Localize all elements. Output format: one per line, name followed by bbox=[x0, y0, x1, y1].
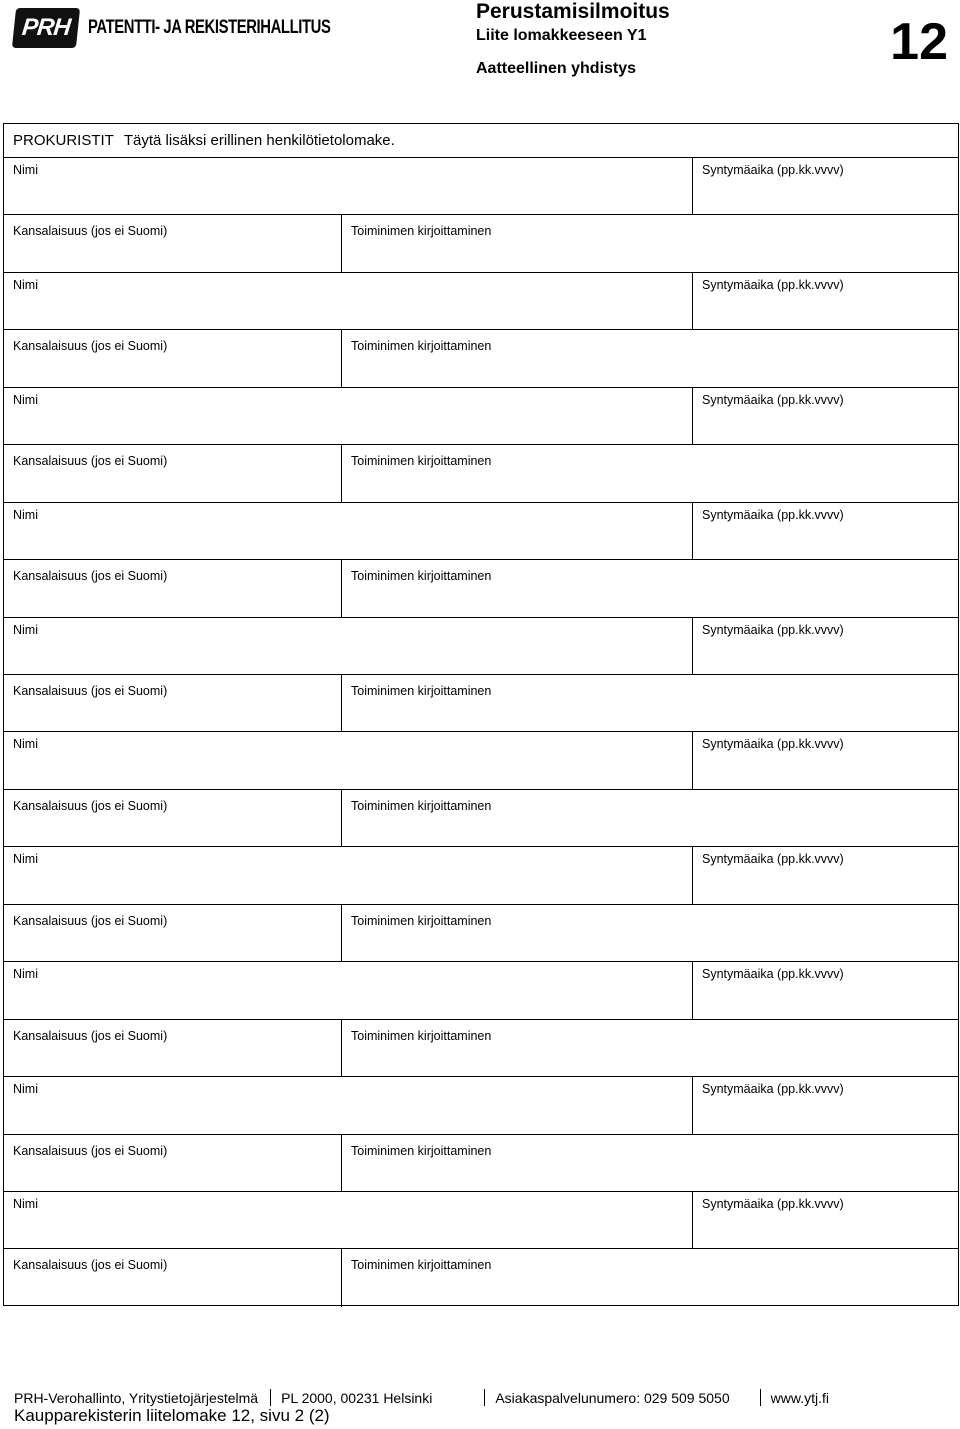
nationality-field[interactable] bbox=[4, 790, 342, 846]
entry-row-name bbox=[4, 388, 958, 445]
section-header bbox=[4, 124, 958, 158]
name-field[interactable] bbox=[4, 273, 693, 329]
signing-authority-label: Toiminimen kirjoittaminen bbox=[351, 1143, 492, 1158]
name-label: Nimi bbox=[13, 1197, 38, 1212]
birthdate-field[interactable] bbox=[693, 273, 958, 329]
procurator-entry bbox=[4, 618, 958, 733]
signing-authority-label: Toiminimen kirjoittaminen bbox=[351, 224, 492, 239]
footer-separator bbox=[270, 1389, 271, 1406]
entry-row-name bbox=[4, 158, 958, 215]
procurator-entry bbox=[4, 1077, 958, 1192]
nationality-label: Kansalaisuus (jos ei Suomi) bbox=[13, 569, 168, 584]
signing-authority-field[interactable] bbox=[342, 1135, 958, 1191]
birthdate-label: Syntymäaika (pp.kk.vvvv) bbox=[702, 392, 844, 407]
birthdate-label: Syntymäaika (pp.kk.vvvv) bbox=[702, 967, 844, 982]
name-field[interactable] bbox=[4, 388, 693, 444]
entry-row-name bbox=[4, 962, 958, 1019]
nationality-label: Kansalaisuus (jos ei Suomi) bbox=[13, 1143, 168, 1158]
procurators-form bbox=[3, 123, 959, 1306]
birthdate-field[interactable] bbox=[693, 732, 958, 788]
name-label: Nimi bbox=[13, 737, 38, 752]
name-label: Nimi bbox=[13, 392, 38, 407]
birthdate-label: Syntymäaika (pp.kk.vvvv) bbox=[702, 507, 844, 522]
birthdate-field[interactable] bbox=[693, 1192, 958, 1248]
signing-authority-label: Toiminimen kirjoittaminen bbox=[351, 1028, 492, 1043]
name-label: Nimi bbox=[13, 967, 38, 982]
signing-authority-field[interactable] bbox=[342, 675, 958, 731]
footer-separator bbox=[484, 1389, 485, 1406]
entries-list bbox=[4, 158, 958, 1307]
name-field[interactable] bbox=[4, 962, 693, 1018]
name-label: Nimi bbox=[13, 1082, 38, 1097]
footer-contact-line bbox=[14, 1389, 944, 1406]
nationality-field[interactable] bbox=[4, 1249, 342, 1306]
name-field[interactable] bbox=[4, 732, 693, 788]
signing-authority-label: Toiminimen kirjoittaminen bbox=[351, 339, 492, 354]
nationality-field[interactable] bbox=[4, 1135, 342, 1191]
signing-authority-field[interactable] bbox=[342, 905, 958, 961]
nationality-field[interactable] bbox=[4, 560, 342, 616]
name-field[interactable] bbox=[4, 158, 693, 214]
entry-row-details bbox=[4, 675, 958, 732]
prh-logo bbox=[14, 6, 399, 50]
birthdate-label: Syntymäaika (pp.kk.vvvv) bbox=[702, 163, 844, 177]
nationality-label: Kansalaisuus (jos ei Suomi) bbox=[13, 913, 168, 928]
birthdate-field[interactable] bbox=[693, 962, 958, 1018]
signing-authority-field[interactable] bbox=[342, 1249, 958, 1306]
nationality-label: Kansalaisuus (jos ei Suomi) bbox=[13, 454, 168, 469]
entry-row-details bbox=[4, 330, 958, 387]
name-label: Nimi bbox=[13, 852, 38, 867]
name-label: Nimi bbox=[13, 622, 38, 637]
entry-row-name bbox=[4, 847, 958, 904]
signing-authority-label: Toiminimen kirjoittaminen bbox=[351, 798, 492, 813]
name-field[interactable] bbox=[4, 618, 693, 674]
procurator-entry bbox=[4, 962, 958, 1077]
name-label: Nimi bbox=[13, 507, 38, 522]
signing-authority-label: Toiminimen kirjoittaminen bbox=[351, 454, 492, 469]
signing-authority-field[interactable] bbox=[342, 215, 958, 271]
nationality-field[interactable] bbox=[4, 675, 342, 731]
birthdate-field[interactable] bbox=[693, 503, 958, 559]
birthdate-label: Syntymäaika (pp.kk.vvvv) bbox=[702, 852, 844, 867]
nationality-field[interactable] bbox=[4, 1020, 342, 1076]
procurator-entry bbox=[4, 273, 958, 388]
nationality-field[interactable] bbox=[4, 215, 342, 271]
name-field[interactable] bbox=[4, 1192, 693, 1248]
entry-row-name bbox=[4, 732, 958, 789]
signing-authority-label: Toiminimen kirjoittaminen bbox=[351, 684, 492, 698]
entry-row-name bbox=[4, 273, 958, 330]
birthdate-field[interactable] bbox=[693, 1077, 958, 1133]
birthdate-field[interactable] bbox=[693, 618, 958, 674]
name-label: Nimi bbox=[13, 163, 38, 177]
birthdate-label: Syntymäaika (pp.kk.vvvv) bbox=[702, 622, 844, 637]
nationality-label: Kansalaisuus (jos ei Suomi) bbox=[13, 339, 168, 354]
nationality-label: Kansalaisuus (jos ei Suomi) bbox=[13, 684, 168, 698]
signing-authority-field[interactable] bbox=[342, 445, 958, 501]
section-title: PROKURISTIT bbox=[13, 132, 114, 149]
signing-authority-field[interactable] bbox=[342, 330, 958, 386]
signing-authority-label: Toiminimen kirjoittaminen bbox=[351, 1258, 492, 1273]
signing-authority-field[interactable] bbox=[342, 1020, 958, 1076]
footer-phone: Asiakaspalvelunumero: 029 509 5050 bbox=[495, 1389, 730, 1406]
birthdate-label: Syntymäaika (pp.kk.vvvv) bbox=[702, 1197, 844, 1212]
procurator-entry bbox=[4, 1192, 958, 1307]
nationality-label: Kansalaisuus (jos ei Suomi) bbox=[13, 1028, 168, 1043]
nationality-field[interactable] bbox=[4, 330, 342, 386]
signing-authority-label: Toiminimen kirjoittaminen bbox=[351, 913, 492, 928]
form-number: 12 bbox=[890, 13, 948, 71]
procurator-entry bbox=[4, 503, 958, 618]
logo-badge: PRH bbox=[12, 8, 80, 48]
entry-row-name bbox=[4, 1192, 958, 1249]
birthdate-field[interactable] bbox=[693, 158, 958, 214]
birthdate-field[interactable] bbox=[693, 847, 958, 903]
footer-page-info: Kaupparekisterin liitelomake 12, sivu 2 (2) bbox=[14, 1406, 330, 1425]
name-field[interactable] bbox=[4, 847, 693, 903]
footer-org: PRH-Verohallinto, Yritystietojärjestelmä bbox=[14, 1389, 259, 1406]
birthdate-field[interactable] bbox=[693, 388, 958, 444]
procurator-entry bbox=[4, 158, 958, 273]
form-subtitle: Liite lomakkeeseen Y1 bbox=[476, 27, 647, 44]
signing-authority-label: Toiminimen kirjoittaminen bbox=[351, 569, 492, 584]
organization-type: Aatteellinen yhdistys bbox=[476, 60, 637, 77]
section-note: Täytä lisäksi erillinen henkilötietolomake. bbox=[123, 132, 395, 149]
birthdate-label: Syntymäaika (pp.kk.vvvv) bbox=[702, 737, 844, 752]
name-field[interactable] bbox=[4, 503, 693, 559]
footer-web[interactable]: www.ytj.fi bbox=[770, 1389, 829, 1406]
procurator-entry bbox=[4, 388, 958, 503]
entry-row-details bbox=[4, 560, 958, 617]
logo-text: PATENTTI- JA REKISTERIHALLITUS bbox=[88, 17, 331, 38]
signing-authority-field[interactable] bbox=[342, 790, 958, 846]
entry-row-name bbox=[4, 618, 958, 675]
entry-row-name bbox=[4, 503, 958, 560]
nationality-field[interactable] bbox=[4, 905, 342, 961]
footer-address: PL 2000, 00231 Helsinki bbox=[281, 1389, 433, 1406]
procurator-entry bbox=[4, 732, 958, 847]
entry-row-details bbox=[4, 790, 958, 847]
birthdate-label: Syntymäaika (pp.kk.vvvv) bbox=[702, 1082, 844, 1097]
footer bbox=[14, 1389, 944, 1426]
entry-row-details bbox=[4, 445, 958, 502]
nationality-label: Kansalaisuus (jos ei Suomi) bbox=[13, 1258, 168, 1273]
entry-row-details bbox=[4, 905, 958, 962]
birthdate-label: Syntymäaika (pp.kk.vvvv) bbox=[702, 277, 844, 292]
signing-authority-field[interactable] bbox=[342, 560, 958, 616]
entry-row-details bbox=[4, 1249, 958, 1306]
nationality-label: Kansalaisuus (jos ei Suomi) bbox=[13, 224, 168, 239]
entry-row-details bbox=[4, 215, 958, 272]
nationality-label: Kansalaisuus (jos ei Suomi) bbox=[13, 798, 168, 813]
nationality-field[interactable] bbox=[4, 445, 342, 501]
name-field[interactable] bbox=[4, 1077, 693, 1133]
form-title: Perustamisilmoitus bbox=[476, 0, 670, 23]
procurator-entry bbox=[4, 847, 958, 962]
name-label: Nimi bbox=[13, 277, 38, 292]
entry-row-name bbox=[4, 1077, 958, 1134]
entry-row-details bbox=[4, 1020, 958, 1077]
entry-row-details bbox=[4, 1135, 958, 1192]
footer-separator bbox=[760, 1389, 761, 1406]
